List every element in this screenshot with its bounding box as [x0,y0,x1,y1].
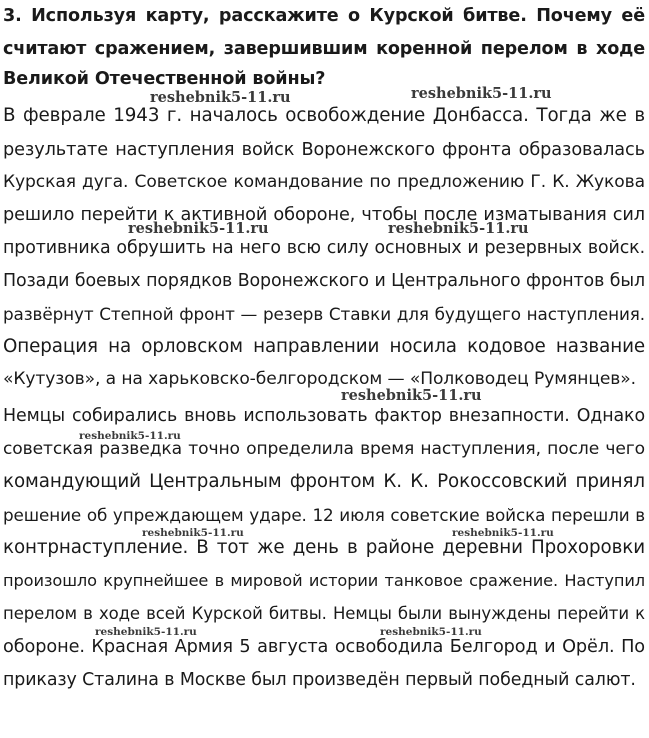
watermark: reshebnik5-11.ru [95,626,197,638]
watermark: reshebnik5-11.ru [411,85,552,102]
watermark: reshebnik5-11.ru [341,387,482,404]
answer-line-13: решение об упреждающем ударе. 12 июля советские войска перешли в [3,505,645,525]
watermark: reshebnik5-11.ru [128,220,269,237]
question-line-2: считают сражением, завершившим коренной перелом в ходе [3,39,645,59]
answer-line-9: «Кутузов», а на харьковско-белгородском — «Полководец Румянцев». [3,369,636,389]
answer-line-5: противника обрушить на него всю силу основных и резервных войск. [3,238,645,258]
answer-line-4: решило перейти к активной обороне, чтобы после изматывания сил [3,205,645,225]
answer-line-2: результате наступления войск Воронежского фронта образовалась [3,140,645,160]
answer-line-11: советская разведка точно определила время наступления, после чего [3,439,645,459]
watermark: reshebnik5-11.ru [452,527,554,539]
answer-line-14: контрнаступление. В тот же день в районе деревни Прохоровки [3,537,645,558]
watermark: reshebnik5-11.ru [150,89,291,106]
watermark: reshebnik5-11.ru [388,220,529,237]
answer-line-16: перелом в ходе всей Курской битвы. Немцы были вынуждены перейти к [3,604,645,623]
answer-line-15: произошло крупнейшее в мировой истории танковое сражение. Наступил [3,571,645,590]
answer-line-10: Немцы собирались вновь использовать фактор внезапности. Однако [3,406,645,426]
answer-line-12: командующий Центральным фронтом К. К. Рокоссовский принял [3,471,645,492]
answer-line-7: развёрнут Степной фронт — резерв Ставки для будущего наступления. [3,304,645,324]
watermark: reshebnik5-11.ru [142,527,244,539]
watermark: reshebnik5-11.ru [380,626,482,638]
answer-line-8: Операция на орловском направлении носила кодовое название [3,336,645,357]
question-line-3: Великой Отечественной войны? [3,69,326,89]
answer-line-17: обороне. Красная Армия 5 августа освободила Белгород и Орёл. По [3,637,645,657]
watermark: reshebnik5-11.ru [79,430,181,442]
question-line-1: 3. Используя карту, расскажите о Курской битве. Почему её [3,6,645,26]
answer-line-6: Позади боевых порядков Воронежского и Центрального фронтов был [3,271,645,291]
answer-line-18: приказу Сталина в Москве был произведён первый победный салют. [3,670,636,690]
answer-line-1: В феврале 1943 г. началось освобождение Донбасса. Тогда же в [3,105,645,126]
answer-line-3: Курская дуга. Советское командование по предложению Г. К. Жукова [3,172,645,192]
